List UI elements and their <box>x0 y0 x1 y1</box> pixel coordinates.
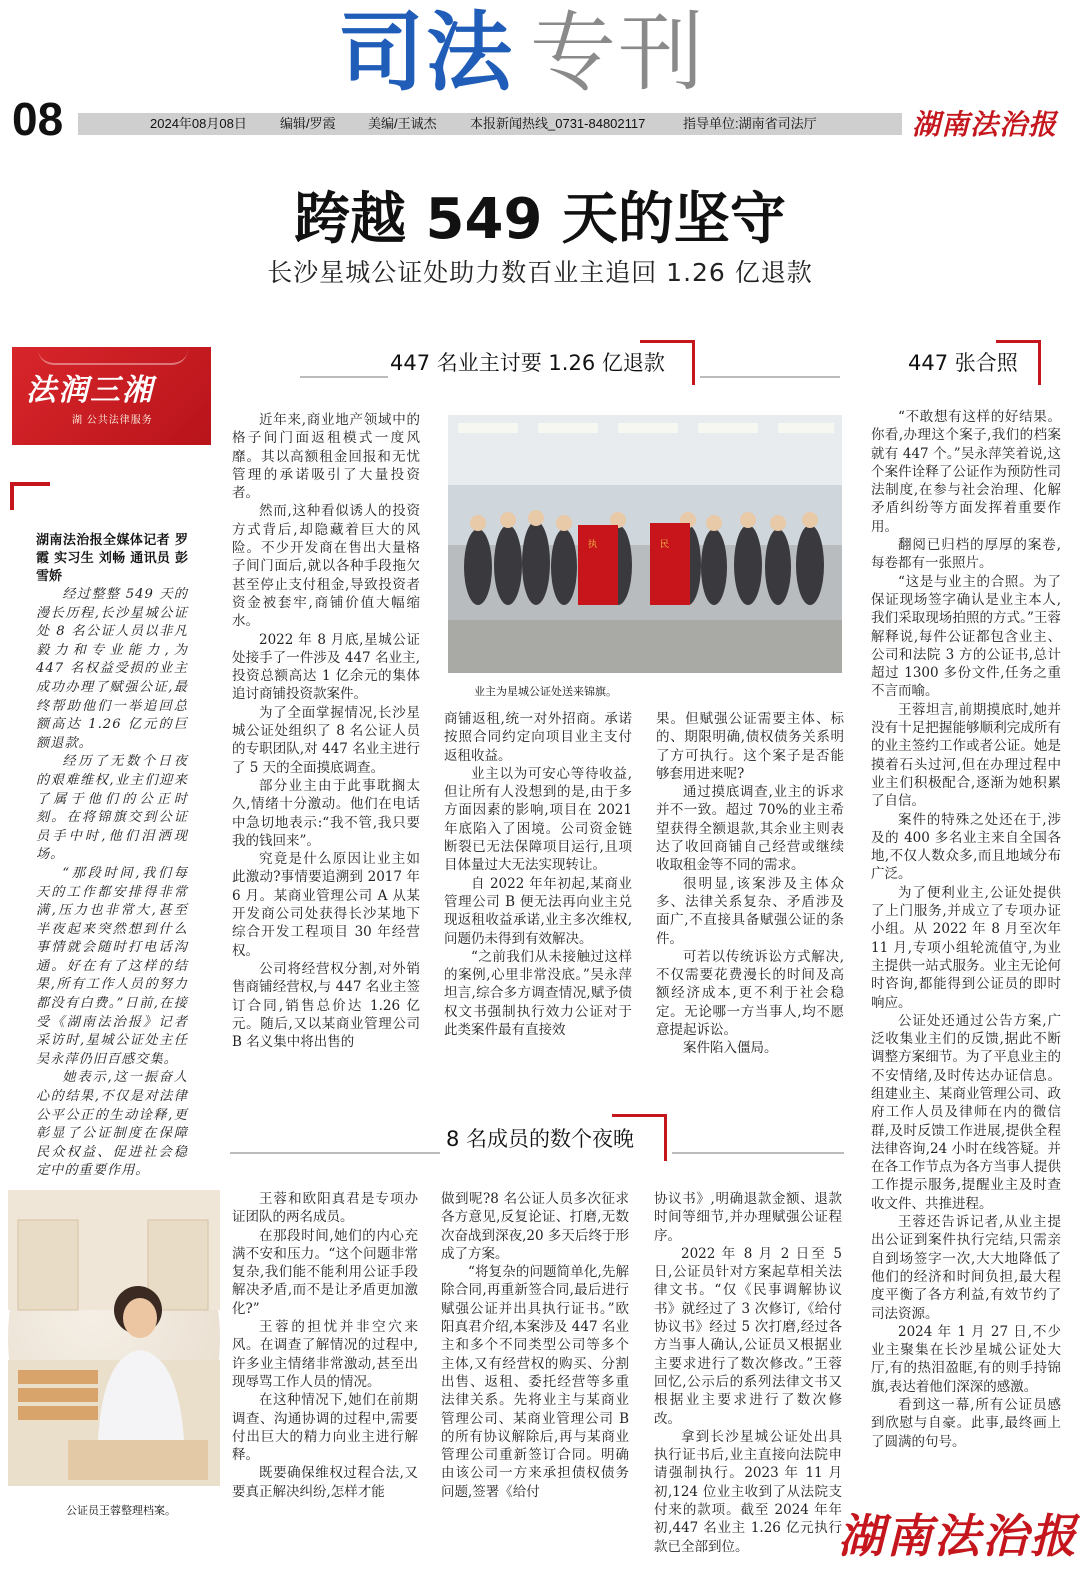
paragraph: 王蓉坦言,前期摸底时,她并没有十足把握能够顺利完成所有的业主签约工作或者公证。她是摸着石头过河,但在办理过程中业主们积极配合,逐渐为她积累了自信。 <box>871 701 1061 810</box>
badge-wave-decoration <box>38 349 188 365</box>
paragraph: 为了全面掌握情况,长沙星城公证处组织了 8 名公证人员的专职团队,对 447 名业主进行了 5 天的全面摸底调查。 <box>232 704 420 776</box>
paper-logo-bottom: 湖南法治报 <box>838 1509 1078 1563</box>
section-rule-left-3 <box>230 1152 440 1154</box>
paragraph: 果。但赋强公证需要主体、标的、期限明确,债权债务关系明了方可执行。这个案子是否能够套用进来呢? <box>656 711 844 782</box>
banner-right-text: 民 <box>660 540 670 550</box>
paragraph: 自 2022 年年初起,某商业管理公司 B 便无法再向业主兑现返租收益承诺,业主多次维权,问题仍未得到有效解决。 <box>444 875 632 947</box>
corner-mark-lead <box>10 482 50 510</box>
photo-owners-with-banners <box>448 415 842 673</box>
info-bar <box>78 113 902 135</box>
portrait-photo <box>8 1190 220 1486</box>
article-column-right <box>871 408 1061 1528</box>
paragraph: 部分业主由于此事耽搁太久,情绪十分激动。他们在电话中急切地表示:“我不管,我只要我的钱回来”。 <box>232 777 420 849</box>
paragraph: 看到这一幕,所有公证员感到欣慰与自豪。此事,最终画上了圆满的句号。 <box>871 1397 1061 1450</box>
issue-date: 2024年08月08日 <box>150 116 247 131</box>
banner-left <box>578 525 618 605</box>
masthead-subtitle: 专刊 <box>530 3 706 103</box>
paragraph: 2024 年 1 月 27 日,不少业主聚集在长沙星城公证处大厅,有的热泪盈眶,有的则手持锦旗,表达着他们深深的感激。 <box>871 1323 1061 1395</box>
paragraph: 公证处还通过公告方案,广泛收集业主们的反馈,据此不断调整方案细节。为了平息业主的不安情绪,及时传达办证信息。组建业主、某商业管理公司、政府工作人员及律师在内的微信群,及时反馈工作进展,提供全程法律咨询,24 小时在线答疑。并在各工作节点为各方当事人提供工作提示服务,提醒业主及时查收文件、共推进程。 <box>871 1012 1061 1212</box>
masthead-title <box>338 3 514 103</box>
paragraph: 商铺返租,统一对外招商。承诺按照合同约定向项目业主支付返租收益。 <box>444 711 632 764</box>
paragraph: 在这种情况下,她们在前期调查、沟通协调的过程中,需要付出巨大的精力向业主进行解释。 <box>232 1392 418 1464</box>
paragraph: 王蓉的担忧并非空穴来风。在调查了解情况的过程中,许多业主情绪非常激动,甚至出现辱骂工作人员的情况。 <box>232 1319 418 1390</box>
section-title-photos: 447 张合照 <box>908 351 1018 375</box>
lead-paragraph: 经历了无数个日夜的艰难维权,业主们迎来了属于他们的公正时刻。在将锦旗交到公证员手中时,他们泪洒现场。 <box>36 754 188 863</box>
paragraph: 拿到长沙星城公证处出具执行证书后,业主直接向法院申请强制执行。2023 年 11 月初,124 位业主收到了从法院支付来的款项。截至 2024 年年初,447 名业主 1.26 亿元执行款已全部到位。 <box>654 1428 842 1555</box>
badge-title: 法润三湘 <box>26 373 154 408</box>
paragraph: 在那段时间,她们的内心充满不安和压力。“这个问题非常复杂,我们能不能利用公证手段解决矛盾,而不是让矛盾更加激化?” <box>232 1227 418 1317</box>
paragraph: 2022 年 8 月 2 日至 5 日,公证员针对方案起草相关法律文书。“仅《民事调解协议书》就经过了 3 次修订,《给付协议书》经过 5 次打磨,经过各方当事人确认,公证员又根据业主要求进行了数次修改。”王蓉回忆,公示后的系列法律文书又根据业主要求进行了数次修改。 <box>654 1245 842 1427</box>
section-bracket-2 <box>996 340 1041 385</box>
group-photo-illustration <box>448 415 842 673</box>
lead-paragraph: 经过整整 549 天的漫长历程,长沙星城公证处 8 名公证人员以非凡毅力和专业能力,为 447 名权益受损的业主成功办理了赋强公证,最终帮助他们一举追回总额高达 1.26 亿元的巨额退款。 <box>36 587 188 751</box>
portrait-illustration <box>8 1190 220 1486</box>
paragraph: 协议书》,明确退款金额、退款时间等细节,并办理赋强公证程序。 <box>654 1191 842 1244</box>
portrait-caption: 公证员王蓉整理档案。 <box>66 1504 176 1517</box>
paragraph: “将复杂的问题简单化,先解除合同,再重新签合同,最后进行赋强公证并出具执行证书。”欧阳真君介绍,本案涉及 447 名业主和多个不同类型公司等多个主体,又有经营权的购买、分割出售、返租、委托经营等多重法律关系。先将业主与某商业管理公司、某商业管理公司 B 的所有协议解除后,再与某商业管理公司重新签订合同。明确由该公司一方来承担债权债务问题,签署《给付 <box>441 1264 629 1500</box>
editor-credit: 编辑/罗霞 <box>280 116 336 131</box>
article-column-d <box>232 1190 418 1536</box>
paragraph: “这是与业主的合照。为了保证现场签字确认是业主本人,我们采取现场拍照的方式。”王蓉解释说,每件公证都包含业主、公司和法院 3 方的公证书,总计超过 1300 多份文件,任务之重不言而喻。 <box>871 573 1061 700</box>
section-title-nights: 8 名成员的数个夜晚 <box>446 1127 635 1151</box>
paragraph: 可若以传统诉讼方式解决,不仅需要花费漫长的时间及高额经济成本,更不利于社会稳定。无论哪一方当事人,均不愿意提起诉讼。 <box>656 948 844 1039</box>
paper-logo-top: 湖南法治报 <box>912 108 1058 141</box>
lead-column <box>36 532 188 1179</box>
paragraph: 业主以为可安心等待收益,但让所有人没想到的是,由于多方面因素的影响,项目在 2021 年底陷入了困境。公司资金链断裂已无法保障项目运行,且项目体量过大无法实现转让。 <box>444 765 632 874</box>
paragraph: 近年来,商业地产领域中的格子间门面返租模式一度风靡。其以高额租金回报和无忧管理的承诺吸引了大量投资者。 <box>232 412 420 502</box>
article-column-e <box>441 1190 629 1536</box>
column-badge <box>12 347 211 445</box>
banner-right <box>650 523 690 605</box>
section-bracket-1 <box>640 340 695 385</box>
article-column-f <box>654 1190 842 1555</box>
paragraph: “之前我们从未接触过这样的案例,心里非常没底。”吴永萍坦言,综合多方调查情况,赋予债权文书强制执行效力公证对于此类案件最有直接效 <box>444 948 632 1039</box>
guiding-unit: 指导单位:湖南省司法厅 <box>683 116 817 131</box>
paragraph: “不敢想有这样的好结果。你看,办理这个案子,我们的档案就有 447 个。”吴永萍笑着说,这个案件诠释了公证作为预防性司法制度,在参与社会治理、化解矛盾纠纷等方面发挥着重要作用。 <box>871 409 1061 535</box>
article-column-b <box>444 710 632 1068</box>
paragraph: 为了便利业主,公证处提供了上门服务,并成立了专项办证小组。从 2022 年 8 月至次年 11 月,专项小组轮流值守,为业主提供一站式服务。业主无论何时咨询,都能得到公证员的即时响应。 <box>871 884 1061 1011</box>
section-bracket-3 <box>612 1114 667 1161</box>
news-hotline: 本报新闻热线_0731-84802117 <box>470 116 646 131</box>
paragraph: 很明显,该案涉及主体众多、法律关系复杂、矛盾涉及面广,不直接具备赋强公证的条件。 <box>656 875 844 947</box>
banner-left-text: 执 <box>588 540 598 550</box>
paragraph: 通过摸底调查,业主的诉求并不一致。超过 70%的业主希望获得全额退款,其余业主则表达了收回商铺自己经营或继续收取租金等不同的需求。 <box>656 784 844 874</box>
paragraph: 然而,这种看似诱人的投资方式背后,却隐藏着巨大的风险。不少开发商在售出大量格子间门面后,就以各种手段拖欠甚至停止支付租金,导致投资者资金被套牢,商铺价值大幅缩水。 <box>232 503 420 630</box>
paragraph: 翻阅已归档的厚厚的案卷,每卷都有一张照片。 <box>871 537 1061 572</box>
paragraph: 既要确保维权过程合法,又要真正解决纠纷,怎样才能 <box>232 1465 418 1500</box>
lead-paragraph: 她表示,这一振奋人心的结果,不仅是对法律公平公正的生动诠释,更彰显了公证制度在保障民众权益、促进社会稳定中的重要作用。 <box>36 1070 188 1179</box>
designer-credit: 美编/王诚杰 <box>368 116 437 131</box>
paragraph: 公司将经营权分割,对外销售商铺经营权,与 447 名业主签订合同,销售总价达 1.26 亿元。随后,又以某商业管理公司 B 名义集中将出售的 <box>232 960 420 1051</box>
headline: 跨越 549 天的坚守 <box>294 187 786 252</box>
paragraph: 2022 年 8 月底,星城公证处接手了一件涉及 447 名业主,投资总额高达 1 亿余元的集体追讨商铺投资款案件。 <box>232 631 420 703</box>
masthead-title-part1: 司法 <box>338 3 514 103</box>
paragraph: 案件的特殊之处还在于,涉及的 400 多名业主来自全国各地,不仅人数众多,而且地域分布广泛。 <box>871 811 1061 883</box>
section-rule-right-3 <box>672 1152 844 1154</box>
paragraph: 究竟是什么原因让业主如此激动?事情要追溯到 2017 年 6 月。某商业管理公司 A 从某开发商公司处获得长沙某地下综合开发工程项目 30 年经营权。 <box>232 851 420 959</box>
article-column-a <box>232 411 420 1067</box>
byline: 湖南法治报全媒体记者 罗霞 实习生 刘畅 通讯员 彭雪娇 <box>36 533 188 584</box>
subheadline: 长沙星城公证处助力数百业主追回 1.26 亿退款 <box>267 258 813 287</box>
section-rule-right <box>700 376 840 378</box>
paragraph: 王蓉和欧阳真君是专项办证团队的两名成员。 <box>232 1191 418 1226</box>
badge-subtitle: 湖 公共法律服务 <box>72 415 153 426</box>
paragraph: 做到呢?8 名公证人员多次征求各方意见,反复论证、打磨,无数次奋战到深夜,20 多天后终于形成了方案。 <box>441 1191 629 1262</box>
section-rule-left <box>300 376 388 378</box>
lead-paragraph: “那段时间,我们每天的工作都安排得非常满,压力也非常大,甚至半夜起来突然想到什么事情就会随时打电话沟通。好在有了这样的结果,所有工作人员的努力都没有白费。”日前,在接受《湖南法治报》记者采访时,星城公证处主任吴永萍仍旧百感交集。 <box>36 865 188 1067</box>
paragraph: 案件陷入僵局。 <box>683 1040 778 1057</box>
paragraph: 王蓉还告诉记者,从业主提出公证到案件执行完结,只需亲自到场签字一次,大大地降低了他们的经济和时间负担,最大程度平衡了各方利益,有效节约了司法资源。 <box>871 1214 1061 1322</box>
article-column-c <box>656 710 844 1068</box>
photo-caption: 业主为星城公证处送来锦旗。 <box>474 685 617 698</box>
section-title-refunds: 447 名业主讨要 1.26 亿退款 <box>390 351 665 375</box>
page-number: 08 <box>12 93 64 145</box>
